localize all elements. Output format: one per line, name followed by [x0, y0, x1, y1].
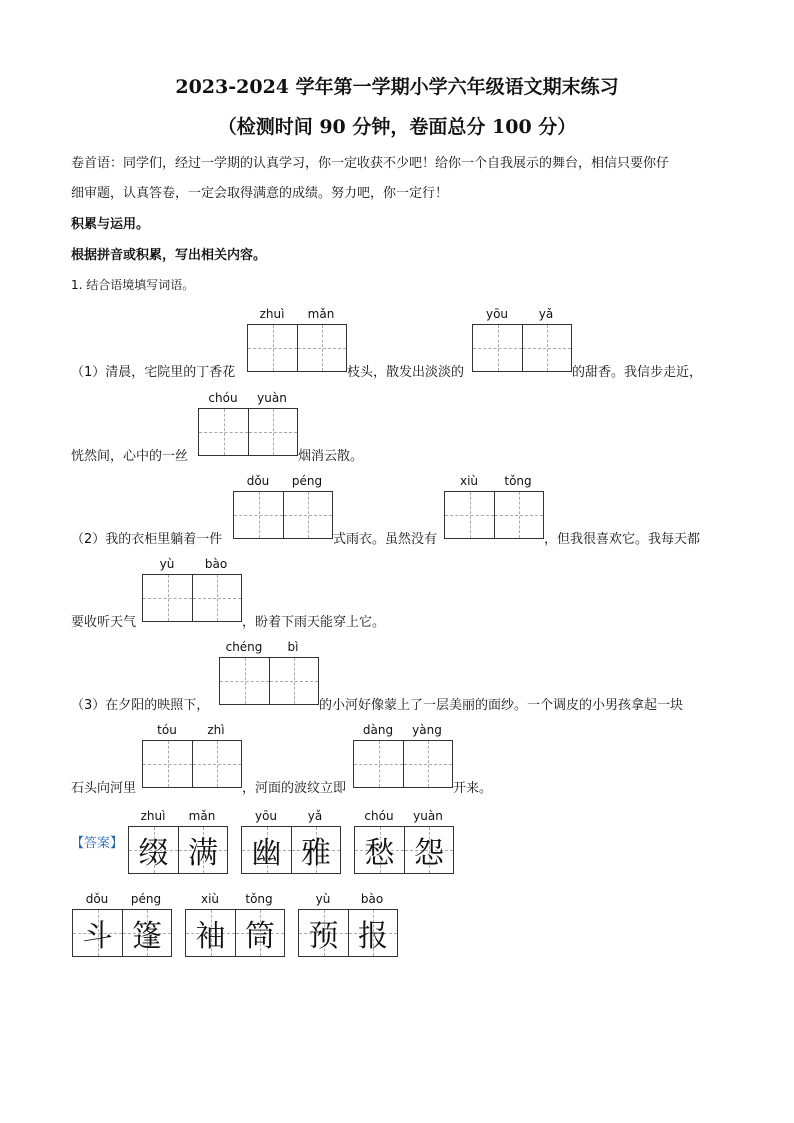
- pinyin: yù: [315, 892, 331, 906]
- sentence-3-pre: （3）在夕阳的映照下，: [71, 698, 210, 713]
- pinyin: zhuì: [259, 307, 285, 321]
- answer-char: 报: [358, 919, 388, 954]
- sentence-3b-pre: 石头向河里: [71, 781, 137, 796]
- pinyin: xiù: [459, 474, 479, 488]
- preface-line-2: 细审题，认真答卷，一定会取得满意的成绩。努力吧，你一定行！: [71, 186, 449, 201]
- sentence-1-pre: （1）清晨，宅院里的丁香花: [71, 365, 236, 380]
- pinyin: dàng: [362, 723, 394, 737]
- pinyin: yuàn: [413, 809, 443, 823]
- answer-box-xiutong: [185, 909, 285, 957]
- answer-char: 筒: [245, 919, 275, 954]
- pinyin: péng: [291, 474, 323, 488]
- answer-char: 幽: [251, 836, 282, 871]
- sentence-2b-post: ，盼着下雨天能穿上它。: [242, 615, 386, 630]
- pinyin: chéng: [225, 640, 263, 654]
- tianzige-box-dangyang[interactable]: [353, 740, 453, 788]
- pinyin: tǒng: [504, 474, 532, 488]
- pinyin: yǎ: [538, 307, 554, 321]
- tianzige-box-doupeng[interactable]: [233, 491, 333, 539]
- pinyin: chóu: [208, 391, 238, 405]
- pinyin: yǎ: [307, 809, 323, 823]
- tianzige-box-chengbi[interactable]: [219, 657, 319, 705]
- pinyin: mǎn: [188, 809, 216, 823]
- answer-box-yubao: [298, 909, 398, 957]
- pinyin: yuàn: [257, 391, 287, 405]
- sentence-3b-mid: ，河面的波纹立即: [242, 781, 347, 796]
- sentence-2b-pre: 要收听天气: [71, 615, 137, 630]
- pinyin: yàng: [412, 723, 442, 737]
- pinyin: dǒu: [85, 892, 109, 906]
- pinyin: zhuì: [140, 809, 166, 823]
- pinyin: tǒng: [245, 892, 273, 906]
- pinyin: chóu: [364, 809, 394, 823]
- answer-char: 斗: [82, 919, 113, 954]
- section-heading: 积累与运用。: [71, 217, 150, 232]
- sentence-2-pre: （2）我的衣柜里躺着一件: [71, 532, 223, 547]
- pinyin: yōu: [485, 307, 509, 321]
- pinyin: zhì: [207, 723, 225, 737]
- answer-box-chouyuan: [354, 826, 454, 874]
- sentence-1b-post: 烟消云散。: [298, 449, 364, 464]
- pinyin: yōu: [254, 809, 278, 823]
- pinyin: bào: [360, 892, 384, 906]
- pinyin: mǎn: [307, 307, 335, 321]
- pinyin: dǒu: [246, 474, 270, 488]
- answer-char: 满: [188, 836, 218, 871]
- pinyin: xiù: [200, 892, 220, 906]
- sentence-2-mid: 式雨衣。虽然没有: [333, 532, 438, 547]
- tianzige-box-youya[interactable]: [472, 324, 572, 372]
- sentence-2-post: ，但我很喜欢它。我每天都: [544, 532, 701, 547]
- answer-char: 雅: [301, 836, 331, 871]
- pinyin: bì: [287, 640, 299, 654]
- pinyin: tóu: [157, 723, 177, 737]
- pinyin: yù: [159, 557, 175, 571]
- answer-box-zhuiman: [128, 826, 228, 874]
- tianzige-box-chouyuan[interactable]: [198, 408, 298, 456]
- answer-box-doupeng: [72, 909, 172, 957]
- pinyin: bào: [204, 557, 228, 571]
- tianzige-box-xiutong[interactable]: [444, 491, 544, 539]
- sentence-3b-post: 开来。: [453, 781, 493, 796]
- answer-char: 缀: [138, 836, 169, 871]
- tianzige-box-touzhi[interactable]: [142, 740, 242, 788]
- sentence-3-post: 的小河好像蒙上了一层美丽的面纱。一个调皮的小男孩拿起一块: [319, 698, 684, 713]
- sentence-1-mid: 枝头，散发出淡淡的: [347, 365, 465, 380]
- answer-char: 预: [308, 919, 339, 954]
- answer-char: 愁: [364, 836, 395, 871]
- page-subtitle: （检测时间 90 分钟，卷面总分 100 分）: [217, 116, 577, 138]
- answer-char: 怨: [414, 836, 444, 871]
- sentence-1b-pre: 恍然间，心中的一丝: [71, 449, 189, 464]
- answer-box-youya: [241, 826, 341, 874]
- pinyin: péng: [130, 892, 162, 906]
- tianzige-box-yubao[interactable]: [142, 574, 242, 622]
- question-1-heading: 1. 结合语境填写词语。: [71, 278, 195, 292]
- answer-label: 【答案】: [71, 836, 124, 851]
- answer-char: 篷: [132, 919, 162, 954]
- page-title: 2023-2024 学年第一学期小学六年级语文期末练习: [175, 76, 619, 98]
- sentence-1-post: 的甜香。我信步走近，: [572, 365, 703, 380]
- answer-char: 袖: [195, 919, 226, 954]
- section-subheading: 根据拼音或积累，写出相关内容。: [71, 248, 267, 263]
- preface-line-1: 卷首语：同学们，经过一学期的认真学习，你一定收获不少吧！给你一个自我展示的舞台，相信只要你仔: [71, 156, 670, 171]
- tianzige-box-zhuiman[interactable]: [247, 324, 347, 372]
